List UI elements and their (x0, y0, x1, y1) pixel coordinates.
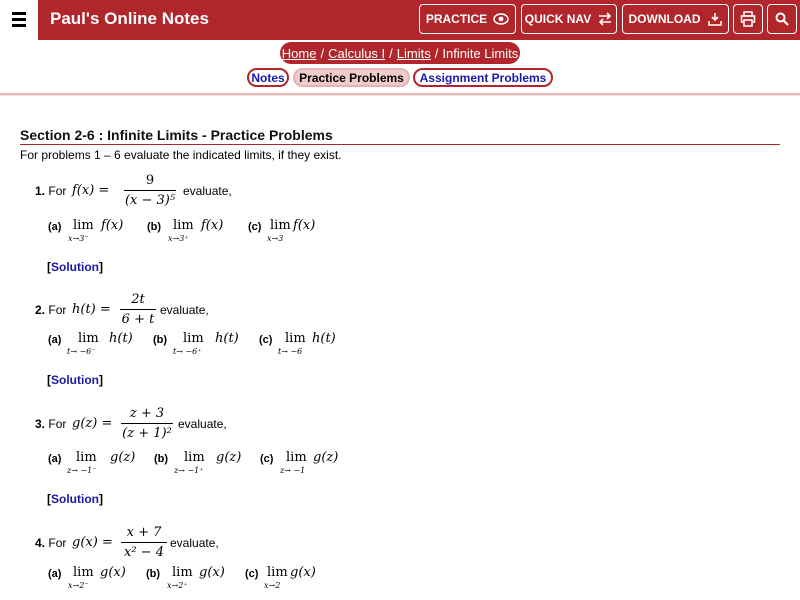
limit-operator: lim (173, 218, 194, 233)
limit-subscript: x→3 (267, 234, 284, 243)
breadcrumb-calculus[interactable]: Calculus I (328, 45, 386, 61)
download-label: DOWNLOAD (628, 12, 701, 26)
limit-operator: lim (183, 331, 204, 346)
limit-subscript: t→ −6⁻ (67, 347, 96, 356)
quick-nav-label: QUICK NAV (524, 12, 592, 26)
solution-link-wrapper: [Solution] (47, 373, 103, 387)
title-underline (20, 144, 780, 145)
limit-subscript: x→3⁺ (168, 234, 189, 243)
limit-expression: g(z) (110, 450, 136, 465)
limit-expression: g(x) (100, 565, 126, 580)
part-label: (b) (147, 221, 162, 233)
fraction-denominator: x² − 4 (124, 545, 164, 560)
site-title[interactable]: Paul's Online Notes (50, 9, 209, 28)
limit-expression: g(x) (290, 565, 316, 580)
eye-icon (493, 13, 509, 25)
limit-operator: lim (270, 218, 291, 233)
limit-expression: h(t) (312, 331, 336, 346)
practice-label: PRACTICE (425, 12, 488, 26)
fraction-numerator: 2t (131, 292, 145, 307)
part-label: (c) (248, 221, 262, 233)
limit-operator: lim (73, 218, 94, 233)
divider (0, 95, 800, 96)
limit-subscript: t→ −6⁺ (173, 347, 202, 356)
limit-operator: lim (184, 450, 205, 465)
problem-number: 3. (35, 417, 46, 431)
limit-expression: f(x) (293, 218, 316, 233)
part-label: (a) (48, 334, 62, 346)
fraction-denominator: 6 + t (121, 312, 155, 327)
fraction-numerator: z + 3 (129, 406, 165, 421)
part-label: (a) (48, 453, 62, 465)
problem-number: 1. (35, 184, 46, 198)
practice-button[interactable] (419, 4, 516, 34)
fraction-numerator: x + 7 (126, 525, 162, 540)
limit-operator: lim (73, 565, 94, 580)
limit-expression: g(z) (313, 450, 339, 465)
limit-subscript: x→2 (264, 581, 281, 590)
limit-subscript: t→ −6 (278, 347, 303, 356)
limit-subscript: z→ −1⁺ (174, 466, 204, 475)
function-name: g(x) = (72, 535, 113, 550)
function-fraction (121, 406, 173, 441)
limit-expression: g(z) (216, 450, 242, 465)
part-label: (c) (260, 453, 274, 465)
tab-practice-problems[interactable]: Practice Problems (293, 68, 410, 87)
limit-subscript: x→2⁺ (167, 581, 188, 590)
solution-link[interactable]: Solution (51, 492, 99, 506)
limit-operator: lim (172, 565, 193, 580)
problem-for: For (48, 184, 67, 198)
limit-operator: lim (76, 450, 97, 465)
function-fraction (120, 292, 156, 327)
hamburger-icon[interactable] (0, 0, 38, 40)
limit-subscript: x→3⁻ (68, 234, 89, 243)
function-name: h(t) = (72, 302, 111, 317)
solution-link-wrapper: [Solution] (47, 260, 103, 274)
limit-expression: h(t) (215, 331, 239, 346)
part-label: (a) (48, 221, 62, 233)
function-fraction (121, 525, 167, 560)
evaluate-text: evaluate, (160, 303, 209, 317)
problem-number: 2. (35, 303, 46, 317)
function-name: g(z) = (72, 416, 113, 431)
search-icon (775, 12, 789, 26)
tab-notes[interactable]: Notes (247, 68, 289, 87)
print-button[interactable] (733, 4, 763, 34)
breadcrumb-home[interactable]: Home (281, 45, 317, 61)
part-label: (c) (245, 568, 259, 580)
part-label: (a) (48, 568, 62, 580)
fraction-numerator: 9 (145, 173, 155, 188)
breadcrumb-limits[interactable]: Limits (396, 45, 431, 61)
limit-subscript: z→ −1 (280, 466, 306, 475)
page-title: Section 2-6 : Infinite Limits - Practice Problems (20, 127, 333, 143)
limit-operator: lim (285, 331, 306, 346)
part-label: (b) (153, 334, 168, 346)
limit-operator: lim (78, 331, 99, 346)
limit-expression: f(x) (101, 218, 124, 233)
limit-subscript: z→ −1⁻ (67, 466, 97, 475)
fraction-denominator: (z + 1)² (122, 426, 172, 441)
evaluate-text: evaluate, (178, 417, 227, 431)
solution-link[interactable]: Solution (51, 260, 99, 274)
search-button[interactable] (767, 4, 797, 34)
problem-number: 4. (35, 536, 46, 550)
download-icon (707, 12, 723, 26)
function-name: f(x) = (72, 183, 110, 198)
top-bar (0, 0, 800, 40)
solution-link-wrapper: [Solution] (47, 492, 103, 506)
part-label: (b) (154, 453, 169, 465)
limit-expression: f(x) (201, 218, 224, 233)
download-button[interactable] (622, 4, 729, 34)
solution-link[interactable]: Solution (51, 373, 99, 387)
quick-nav-button[interactable] (521, 4, 617, 34)
part-label: (b) (146, 568, 161, 580)
section-intro: For problems 1 – 6 evaluate the indicated limits, if they exist. (20, 148, 342, 162)
printer-icon (740, 11, 756, 27)
evaluate-text: evaluate, (170, 536, 219, 550)
limit-operator: lim (267, 565, 288, 580)
part-label: (c) (259, 334, 273, 346)
evaluate-text: evaluate, (183, 184, 232, 198)
limit-expression: g(x) (199, 565, 225, 580)
breadcrumb-current: Infinite Limits (442, 45, 519, 61)
problem-for: For (48, 536, 67, 550)
breadcrumb-separator: / (434, 45, 439, 61)
limit-operator: lim (286, 450, 307, 465)
limit-subscript: x→2⁻ (68, 581, 89, 590)
breadcrumb (280, 42, 520, 64)
problem-for: For (48, 417, 67, 431)
tab-assignment-problems[interactable]: Assignment Problems (413, 68, 553, 87)
breadcrumb-separator: / (320, 45, 325, 61)
swap-arrows-icon (597, 12, 613, 26)
function-fraction (124, 173, 176, 208)
limit-expression: h(t) (109, 331, 133, 346)
problem-for: For (48, 303, 67, 317)
breadcrumb-separator: / (389, 45, 393, 61)
fraction-denominator: (x − 3)⁵ (124, 193, 176, 208)
